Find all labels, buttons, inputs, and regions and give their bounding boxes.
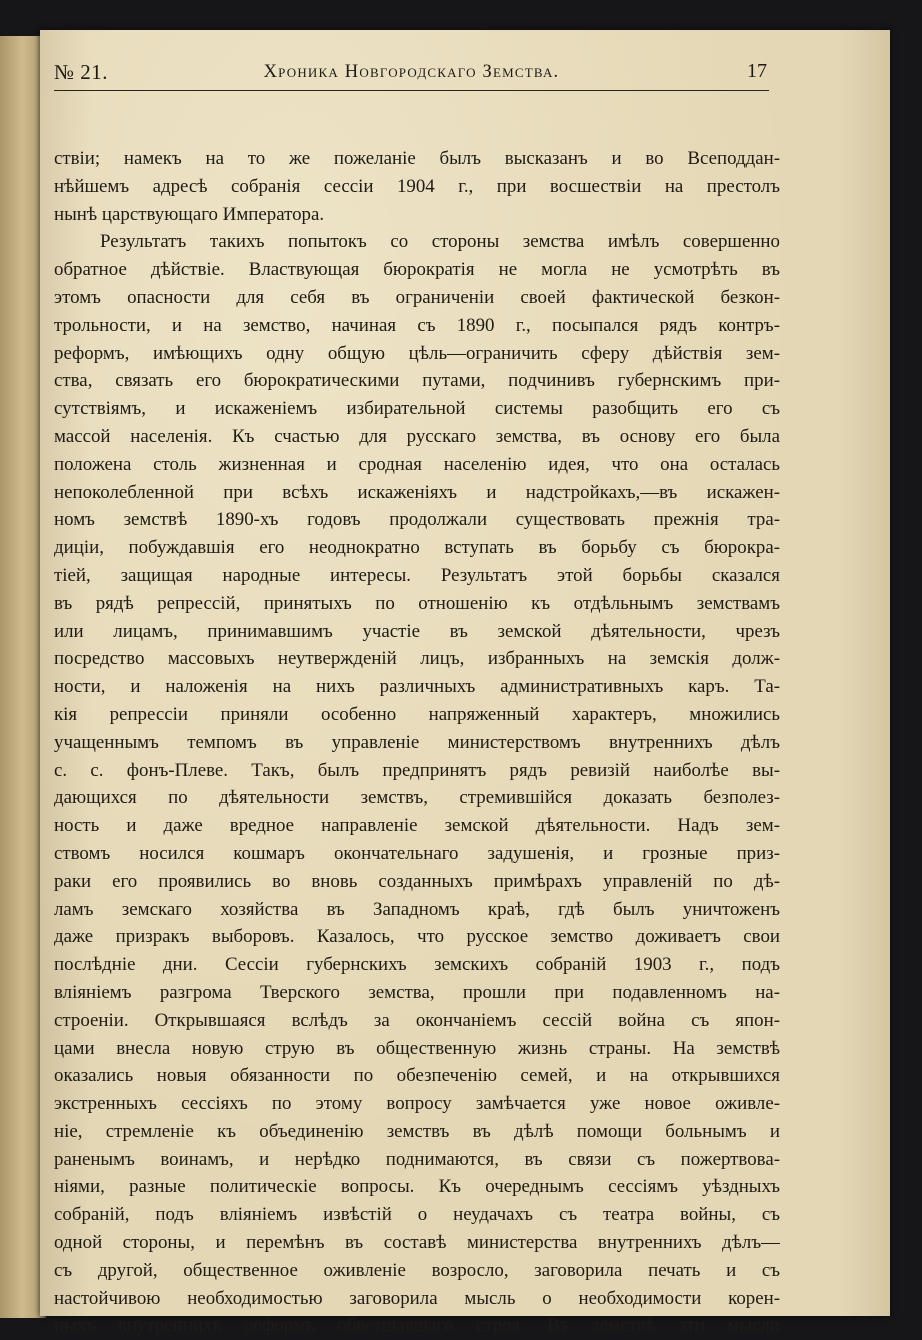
paragraph-start-line: Результатъ такихъ попытокъ со стороны земства имѣлъ совершенно bbox=[100, 231, 780, 253]
text-line: ствіи; намекъ на то же пожеланіе былъ высказанъ и во Всеподдан- bbox=[54, 148, 780, 169]
journal-title: Хроника Новгородскаго Земства. bbox=[263, 62, 560, 82]
text-line: массой населенія. Къ счастью для русскаго земства, въ основу его была bbox=[54, 425, 780, 447]
text-line: или лицамъ, принимавшимъ участіе въ земской дѣятельности, чрезъ bbox=[54, 620, 780, 642]
text-line: ніе, стремленіе къ объединенію земствъ въ дѣлѣ помощи больнымъ и bbox=[54, 1120, 780, 1142]
text-line: ности, и наложенія на нихъ различныхъ административныхъ каръ. Та- bbox=[54, 676, 780, 698]
text-line: сутствіямъ, и искаженіемъ избирательной системы разобщить его съ bbox=[54, 398, 780, 420]
text-line: ламъ земскаго хозяйства въ Западномъ краѣ, гдѣ былъ уничтоженъ bbox=[54, 898, 780, 920]
text-line: вліяніемъ разгрома Тверского земства, прошли при подавленномъ на- bbox=[54, 981, 780, 1003]
text-line: посредство массовыхъ неутвержденій лицъ, избранныхъ на земскія долж- bbox=[54, 648, 780, 670]
text-line: непоколебленной при всѣхъ искаженіяхъ и надстройкахъ,—въ искажен- bbox=[54, 481, 780, 503]
text-line: раненымъ воинамъ, и нерѣдко поднимаются, въ связи съ пожертвова- bbox=[54, 1148, 780, 1170]
text-line: нѣйшемъ адресѣ собранія сессіи 1904 г., при восшествіи на престолъ bbox=[54, 175, 780, 197]
text-line: оказались новыя обязанности по обезпеченію семей, и на открывшихся bbox=[54, 1065, 780, 1087]
text-line: реформъ, имѣющихъ одну общую цѣль—ограничить сферу дѣйствія зем- bbox=[54, 342, 780, 364]
text-line: положена столь жизненная и сродная населенію идея, что она осталась bbox=[54, 453, 780, 475]
running-header bbox=[54, 58, 769, 91]
text-line: ніями, разные политическіе вопросы. Къ очереднымъ сессіямъ уѣздныхъ bbox=[54, 1176, 780, 1198]
text-line: одной стороны, и перемѣнъ въ составѣ министерства внутреннихъ дѣлъ— bbox=[54, 1232, 780, 1254]
text-line: диціи, побуждавшія его неоднократно вступать въ борьбу съ бюрокра- bbox=[54, 537, 780, 559]
text-line: съ другой, общественное оживленіе возросло, заговорила печать и съ bbox=[54, 1259, 780, 1281]
text-line: ствомъ носился кошмаръ окончательнаго задушенія, и грозные приз- bbox=[54, 842, 780, 864]
text-line: въ рядѣ репрессій, принятыхъ по отношенію къ отдѣльнымъ земствамъ bbox=[54, 592, 780, 614]
text-line: этомъ опасности для себя въ ограниченіи своей фактической безкон- bbox=[54, 286, 780, 308]
text-line: даже призракъ выборовъ. Казалось, что русское земство доживаетъ свои bbox=[54, 926, 780, 948]
text-line: собраній, подъ вліяніемъ извѣстій о неудачахъ съ театра войны, съ bbox=[54, 1204, 780, 1226]
text-line: с. с. фонъ-Плеве. Такъ, былъ предпринятъ рядъ ревизій наиболѣе вы- bbox=[54, 759, 780, 781]
text-line: нынѣ царствующаго Императора. bbox=[54, 203, 325, 225]
text-line: послѣдніе дни. Сессіи губернскихъ земскихъ собраній 1903 г., подъ bbox=[54, 954, 780, 976]
page-number: 17 bbox=[747, 60, 767, 82]
text-line: раки его проявились во вновь созданныхъ примѣрахъ управленій по дѣ- bbox=[54, 870, 780, 892]
text-line: номъ земствѣ 1890-хъ годовъ продолжали существовать прежнія тра- bbox=[54, 509, 780, 531]
text-line: трольности, и на земство, начиная съ 1890 г., посыпался рядъ контръ- bbox=[54, 314, 780, 336]
text-line: кія репрессіи приняли особенно напряженный характеръ, множились bbox=[54, 703, 780, 725]
text-line: тіей, защищая народные интересы. Результатъ этой борьбы сказался bbox=[54, 564, 780, 586]
text-line: обратное дѣйствіе. Властвующая бюрократія не могла не усмотрѣть въ bbox=[54, 259, 780, 281]
text-line: дающихся по дѣятельности земствъ, стремившійся доказать безполез- bbox=[54, 787, 780, 809]
text-line: настойчивою необходимостью заговорила мысль о необходимости корен- bbox=[54, 1287, 780, 1309]
issue-number: № 21. bbox=[54, 60, 109, 84]
text-line: ность и даже вредное направленіе земской дѣятельности. Надъ зем- bbox=[54, 815, 780, 837]
text-line: ныхъ внутреннихъ реформъ обветшавшаго строя. Въ земствѣ эти мысли bbox=[54, 1315, 780, 1337]
text-line: ства, связать его бюрократическими путами, подчинивъ губернскимъ при- bbox=[54, 370, 780, 392]
text-line: цами внесла новую струю въ общественную жизнь страны. На земствѣ bbox=[54, 1037, 780, 1059]
text-line: строеніи. Открывшаяся вслѣдъ за окончаніемъ сессій война съ япон- bbox=[54, 1009, 780, 1031]
text-line: экстренныхъ сессіяхъ по этому вопросу замѣчается уже новое оживле- bbox=[54, 1093, 780, 1115]
text-line: учащеннымъ темпомъ въ управленіе министерствомъ внутреннихъ дѣлъ bbox=[54, 731, 780, 753]
body-text bbox=[54, 145, 780, 1340]
